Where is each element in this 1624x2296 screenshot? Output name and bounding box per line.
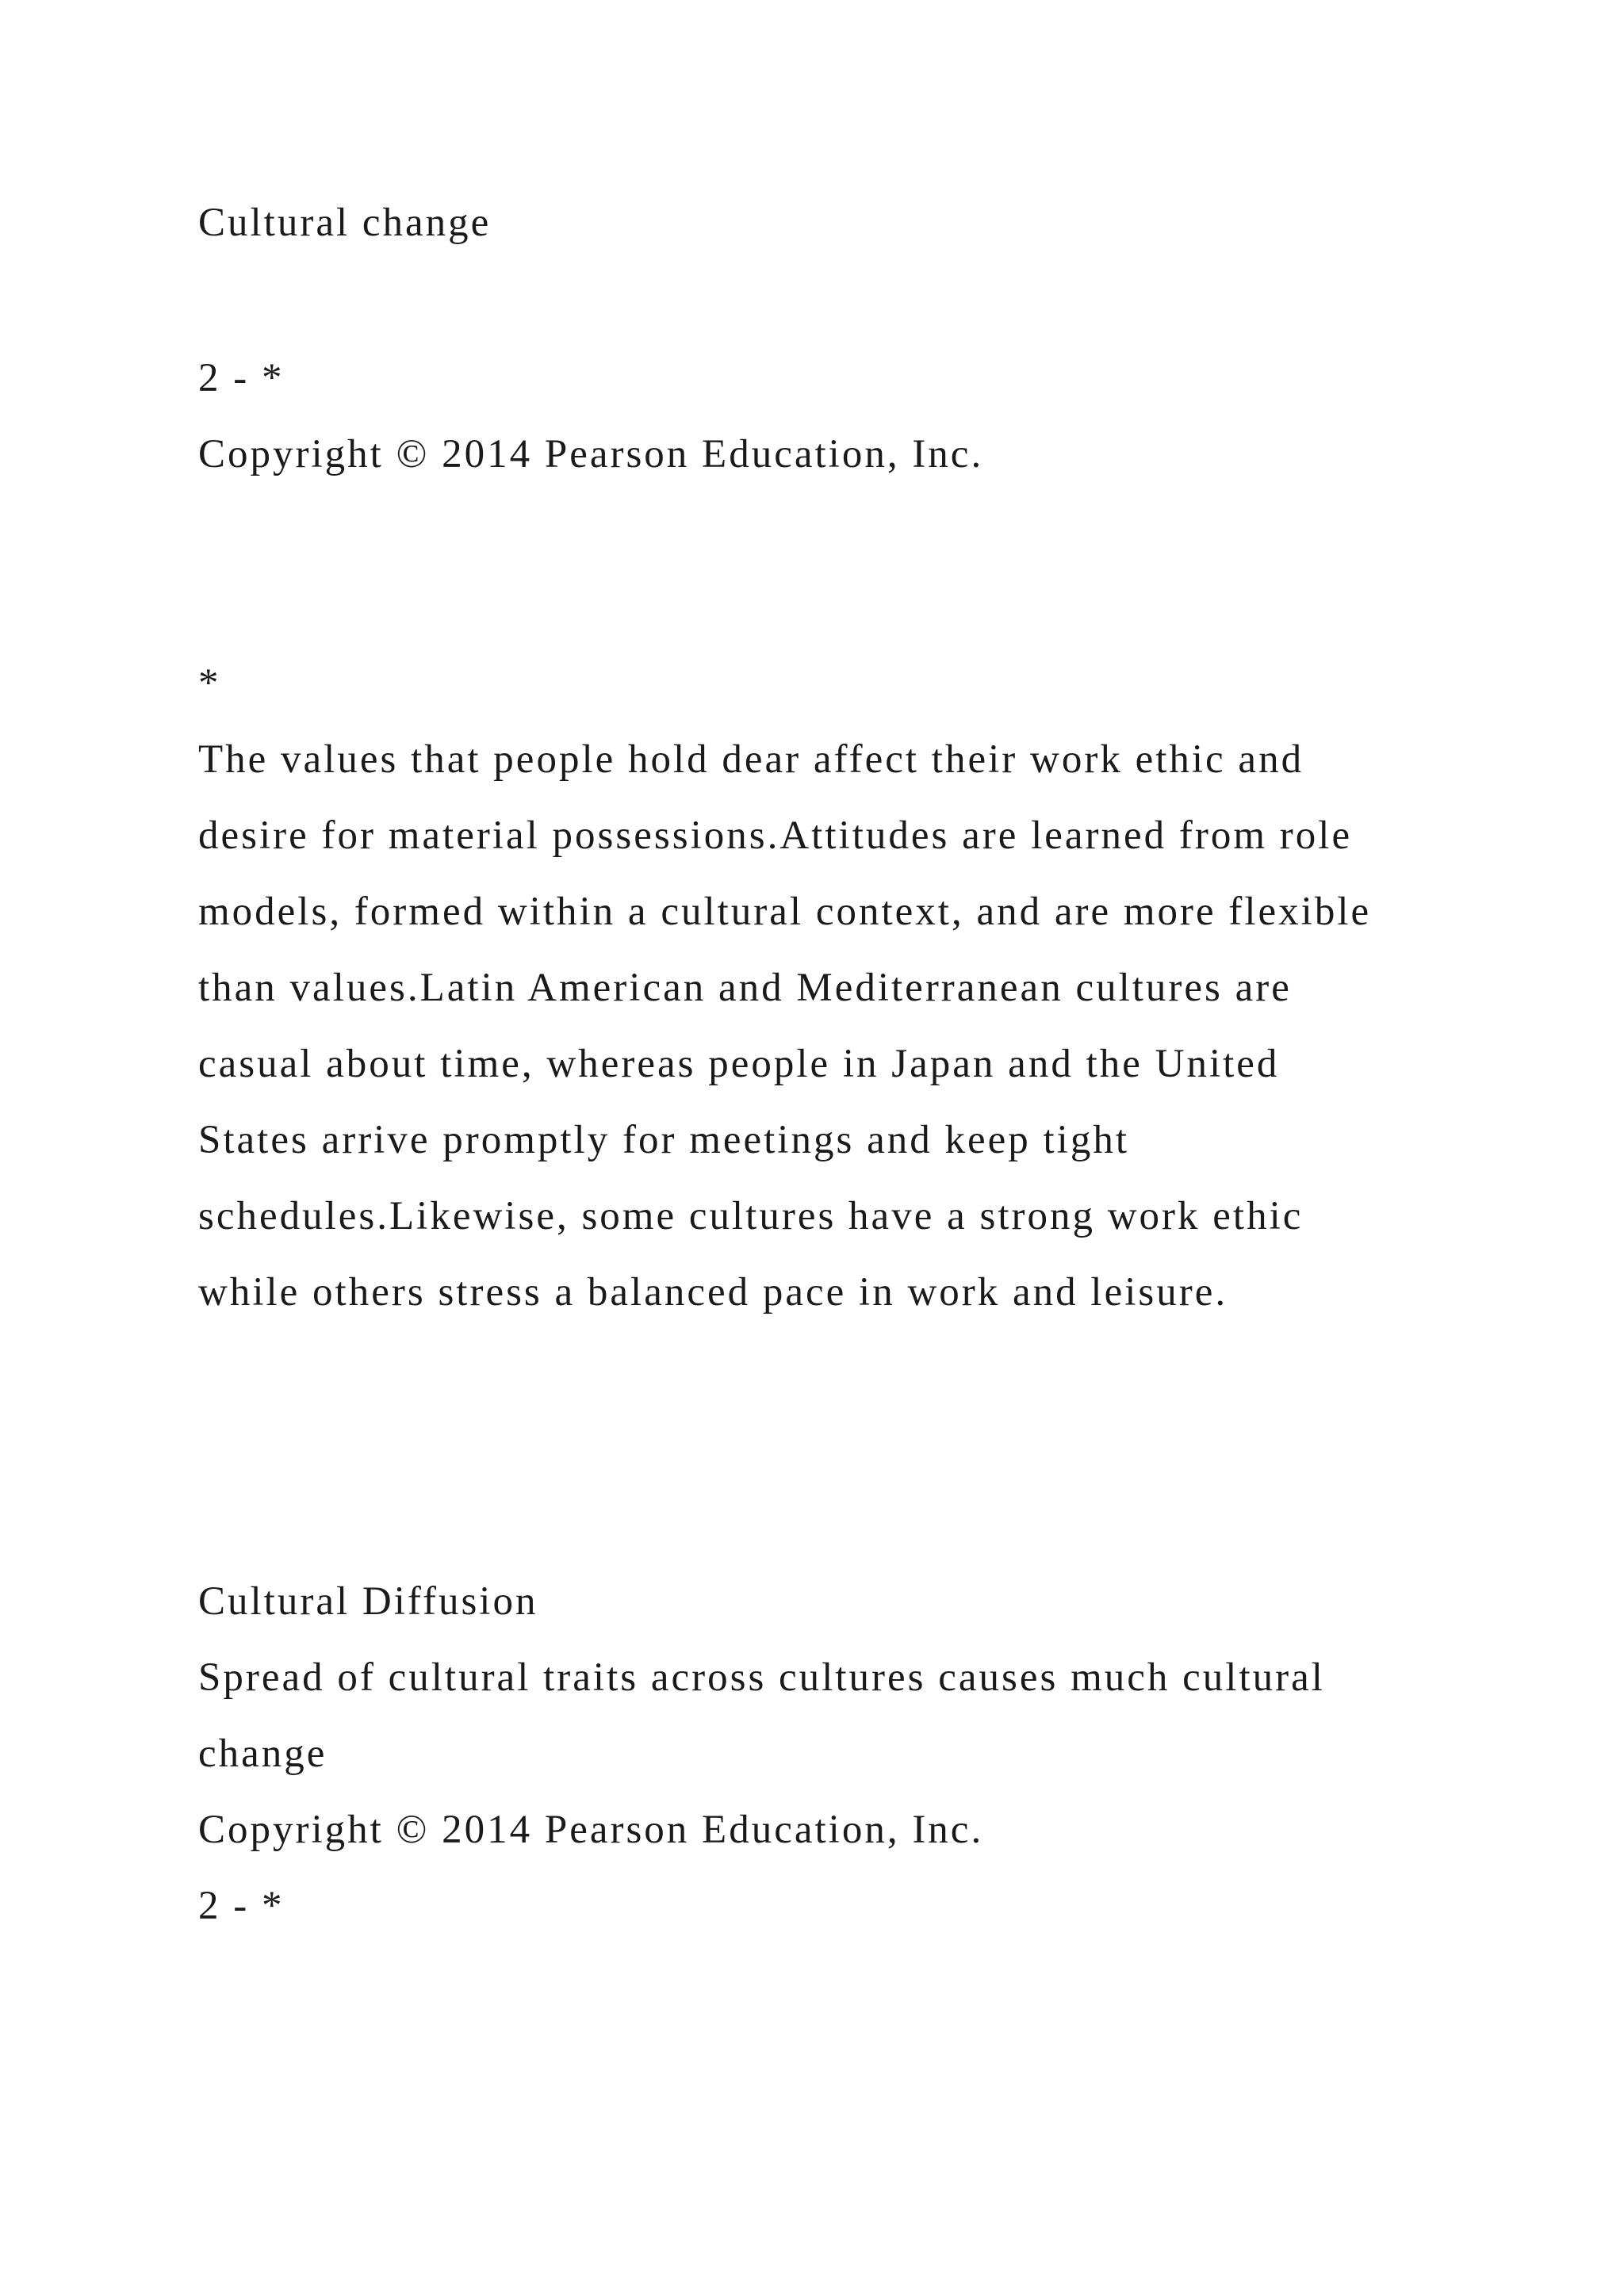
notes-line: models, formed within a cultural context, and are more flexible <box>198 890 1372 934</box>
notes-line: schedules.Likewise, some cultures have a strong work ethic <box>198 1194 1304 1238</box>
section-heading-cultural-change: Cultural change <box>198 201 492 245</box>
slide-number: 2 - * <box>198 356 285 400</box>
notes-line: desire for material possessions.Attitudes are learned from role <box>198 813 1353 858</box>
copyright-notice: Copyright © 2014 Pearson Education, Inc. <box>198 432 984 476</box>
copyright-notice: Copyright © 2014 Pearson Education, Inc. <box>198 1808 984 1852</box>
slide-number: 2 - * <box>198 1884 285 1928</box>
notes-line: than values.Latin American and Mediterranean cultures are <box>198 966 1292 1010</box>
notes-line: while others stress a balanced pace in work and leisure. <box>198 1270 1228 1314</box>
notes-line: States arrive promptly for meetings and keep tight <box>198 1118 1129 1162</box>
notes-marker: * <box>198 661 221 706</box>
notes-line: The values that people hold dear affect their work ethic and <box>198 737 1304 782</box>
body-line: Spread of cultural traits across cultures causes much cultural <box>198 1655 1325 1700</box>
body-line: change <box>198 1732 327 1776</box>
notes-line: casual about time, whereas people in Japan and the United <box>198 1042 1280 1086</box>
section-heading-cultural-diffusion: Cultural Diffusion <box>198 1579 538 1624</box>
